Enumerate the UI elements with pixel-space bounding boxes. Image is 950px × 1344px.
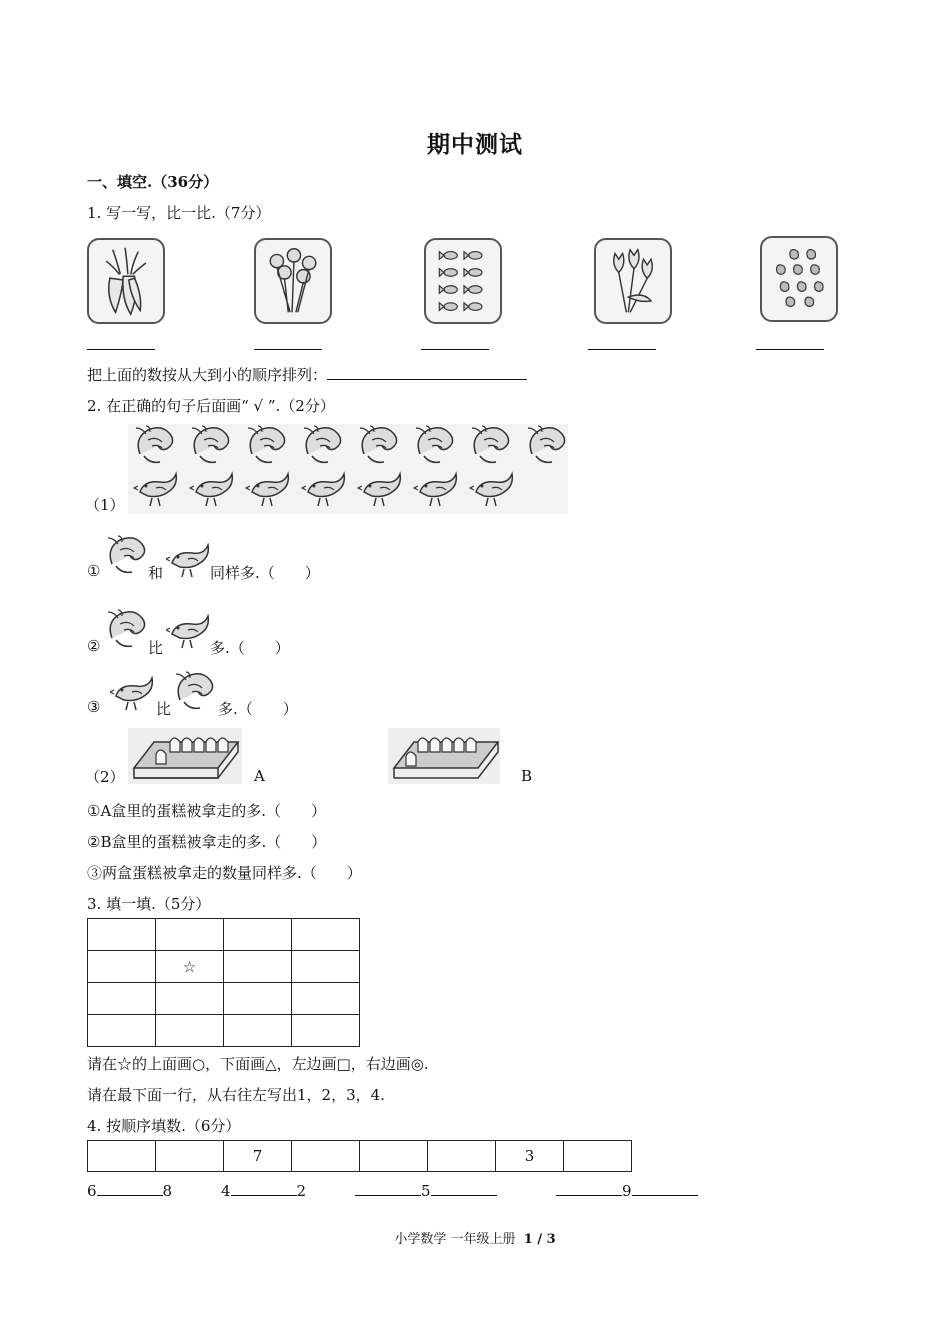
grid-cell[interactable] [224, 1015, 292, 1047]
sequence-3 [355, 1181, 497, 1200]
sequence-blank[interactable] [556, 1181, 622, 1196]
s1-ending: 同样多.（ ） [210, 564, 320, 582]
number-cell[interactable] [564, 1141, 632, 1172]
box-b-label: B [521, 767, 533, 785]
footer-text: 小学数学 一年级上册 [394, 1232, 516, 1247]
number-cell[interactable] [428, 1141, 496, 1172]
q2-answer-a: ①A盒里的蛋糕被拿走的多.（ ） [87, 802, 327, 820]
answer-blank[interactable] [421, 333, 489, 350]
s2-number: ② [87, 637, 101, 655]
q3-instruction-1: 请在☆的上面画○，下面画△，左边画□，右边画◎. [87, 1055, 429, 1073]
sequence-value: 5 [421, 1182, 431, 1200]
grid-cell[interactable] [292, 919, 360, 951]
order-prompt-text: 把上面的数按从大到小的顺序排列： [87, 366, 328, 384]
grid-cell[interactable] [156, 1015, 224, 1047]
sequence-blank[interactable] [355, 1181, 421, 1196]
grid-cell[interactable] [88, 1015, 156, 1047]
page-number: 1 / 3 [523, 1232, 556, 1247]
sequence-value: 6 [87, 1182, 97, 1200]
cake-box-b-image [388, 728, 500, 784]
q3-instruction-2: 请在最下面一行，从右往左写出1，2，3，4. [87, 1086, 385, 1104]
grid-cell[interactable] [224, 983, 292, 1015]
box-a-label: A [254, 767, 265, 785]
s3-ending: 多.（ ） [218, 700, 298, 718]
fish-icon [424, 238, 502, 324]
s1-number: ① [87, 562, 101, 580]
strawberry-icon [760, 236, 838, 322]
radish-icon [87, 238, 165, 324]
grid-cell[interactable] [224, 919, 292, 951]
number-cell[interactable]: 7 [224, 1141, 292, 1172]
q1-heading: 1. 写一写，比一比.（7分） [87, 204, 271, 222]
page-footer [0, 1228, 950, 1247]
sequence-blank[interactable] [632, 1181, 698, 1196]
sequence-value: 4 [221, 1182, 231, 1200]
number-cell[interactable] [360, 1141, 428, 1172]
grid-cell[interactable] [292, 1015, 360, 1047]
q4-heading: 4. 按顺序填数.（6分） [87, 1117, 241, 1135]
s1-connector: 和 [148, 564, 164, 582]
shrimp-icon [172, 668, 216, 712]
number-cell[interactable]: 3 [496, 1141, 564, 1172]
sequence-value: 9 [622, 1182, 632, 1200]
sequence-2 [221, 1181, 306, 1200]
sequence-blank[interactable] [231, 1181, 297, 1196]
q2-answer-same: ③两盒蛋糕被拿走的数量同样多.（ ） [87, 864, 362, 882]
star-icon: ☆ [182, 957, 197, 976]
tulip-icon [594, 238, 672, 324]
bird-icon [166, 543, 210, 579]
q2-heading: 2. 在正确的句子后面画“ √ ”.（2分） [87, 397, 335, 415]
answer-blank[interactable] [254, 333, 322, 350]
bird-icon [166, 614, 210, 650]
q3-grid [87, 918, 360, 1047]
flower-bouquet-icon [254, 238, 332, 324]
q2-part1-label: （1） [85, 496, 125, 514]
sequence-blank[interactable] [431, 1181, 497, 1196]
s3-number: ③ [87, 698, 101, 716]
grid-cell-star[interactable] [156, 951, 224, 983]
grid-cell[interactable] [88, 951, 156, 983]
order-prompt [87, 364, 527, 385]
cake-box-a-image [128, 728, 242, 784]
s2-ending: 多.（ ） [210, 639, 290, 657]
sequence-4 [556, 1181, 698, 1200]
answer-blank[interactable] [87, 333, 155, 350]
section-1-heading: 一、填空.（36分） [87, 173, 219, 191]
sequence-1 [87, 1181, 172, 1200]
grid-cell[interactable] [156, 919, 224, 951]
q3-heading: 3. 填一填.（5分） [87, 895, 211, 913]
answer-blank[interactable] [588, 333, 656, 350]
sequence-value: 2 [296, 1182, 307, 1200]
shrimp-icon [104, 606, 148, 650]
bird-icon [110, 676, 154, 712]
number-cell[interactable] [292, 1141, 360, 1172]
grid-cell[interactable] [88, 919, 156, 951]
page-title: 期中测试 [427, 131, 523, 158]
s2-connector: 比 [148, 639, 164, 657]
order-answer-blank[interactable] [327, 365, 527, 380]
grid-cell[interactable] [224, 951, 292, 983]
sequence-value: 8 [162, 1182, 173, 1200]
sequence-blank[interactable] [97, 1181, 163, 1196]
shrimp-icon [104, 532, 148, 576]
number-cell[interactable] [88, 1141, 156, 1172]
s3-connector: 比 [156, 700, 172, 718]
q2-part2-label: （2） [85, 768, 125, 786]
grid-cell[interactable] [292, 951, 360, 983]
number-cell[interactable] [156, 1141, 224, 1172]
q4-number-row [87, 1140, 632, 1172]
shrimp-bird-comparison-image [128, 424, 568, 514]
grid-cell[interactable] [292, 983, 360, 1015]
answer-blank[interactable] [756, 333, 824, 350]
grid-cell[interactable] [88, 983, 156, 1015]
grid-cell[interactable] [156, 983, 224, 1015]
q2-answer-b: ②B盒里的蛋糕被拿走的多.（ ） [87, 833, 327, 851]
